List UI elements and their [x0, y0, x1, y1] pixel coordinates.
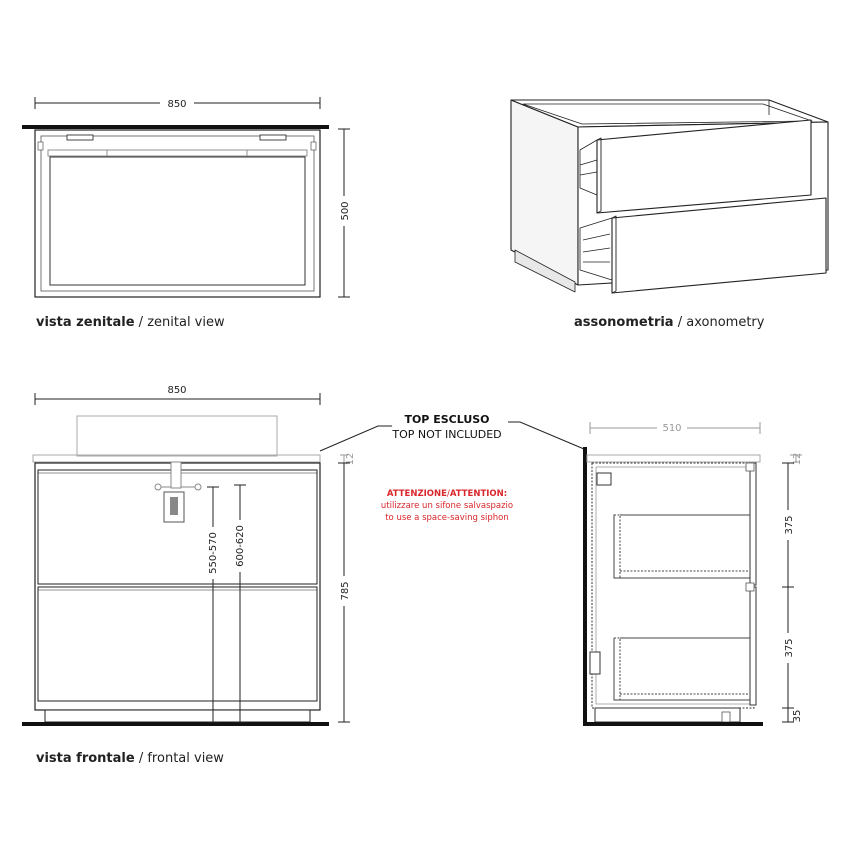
front-view-caption-english: frontal view	[147, 751, 224, 766]
axonometry-caption-separator: /	[673, 315, 687, 330]
front-view-width-label: 850	[167, 385, 187, 396]
top-view	[22, 96, 351, 297]
side-view	[508, 421, 803, 726]
front-view-top-thickness: 12	[345, 452, 356, 466]
axonometry-view	[511, 100, 828, 293]
warning-italian: ATTENZIONE	[386, 489, 447, 499]
top-view-depth-label: 500	[340, 201, 351, 221]
top-view-width-label: 850	[167, 99, 187, 110]
side-view-top-thickness: 12	[792, 452, 803, 466]
axonometry-caption-italian: assonometria	[574, 315, 674, 330]
axonometry-caption-english: axonometry	[686, 315, 765, 330]
front-view-height-label: 785	[340, 581, 351, 601]
front-view-caption	[36, 751, 224, 766]
warning-english: ATTENTION:	[449, 489, 508, 499]
side-view-upper-drawer-height: 375	[784, 515, 795, 535]
top-view-caption-separator: /	[134, 315, 148, 330]
top-view-caption-italian: vista zenitale	[36, 315, 135, 330]
drain-height-range-b: 600-620	[235, 525, 246, 567]
siphon-warning	[372, 488, 522, 524]
side-view-plinth-height: 35	[792, 709, 803, 723]
axonometry-caption	[574, 315, 764, 330]
front-view-caption-separator: /	[134, 751, 148, 766]
warning-separator: /	[446, 489, 450, 499]
warning-english-text: to use a space-saving siphon	[385, 513, 509, 523]
drain-height-range-a: 550-570	[208, 532, 219, 574]
side-view-depth-label: 510	[662, 423, 682, 434]
top-excluded-note	[382, 412, 512, 442]
top-view-caption	[36, 315, 225, 330]
top-excluded-italian: TOP ESCLUSO	[404, 413, 490, 426]
top-view-caption-english: zenital view	[147, 315, 225, 330]
front-view	[22, 383, 392, 726]
side-view-wall	[583, 447, 587, 726]
top-excluded-english: TOP NOT INCLUDED	[392, 428, 502, 441]
top-view-cabinet-outline	[35, 130, 320, 297]
top-view-wall-bar	[22, 125, 329, 129]
side-view-lower-drawer-height: 375	[784, 638, 795, 658]
warning-italian-text: utilizzare un sifone salvaspazio	[380, 501, 514, 511]
front-view-caption-italian: vista frontale	[36, 751, 135, 766]
